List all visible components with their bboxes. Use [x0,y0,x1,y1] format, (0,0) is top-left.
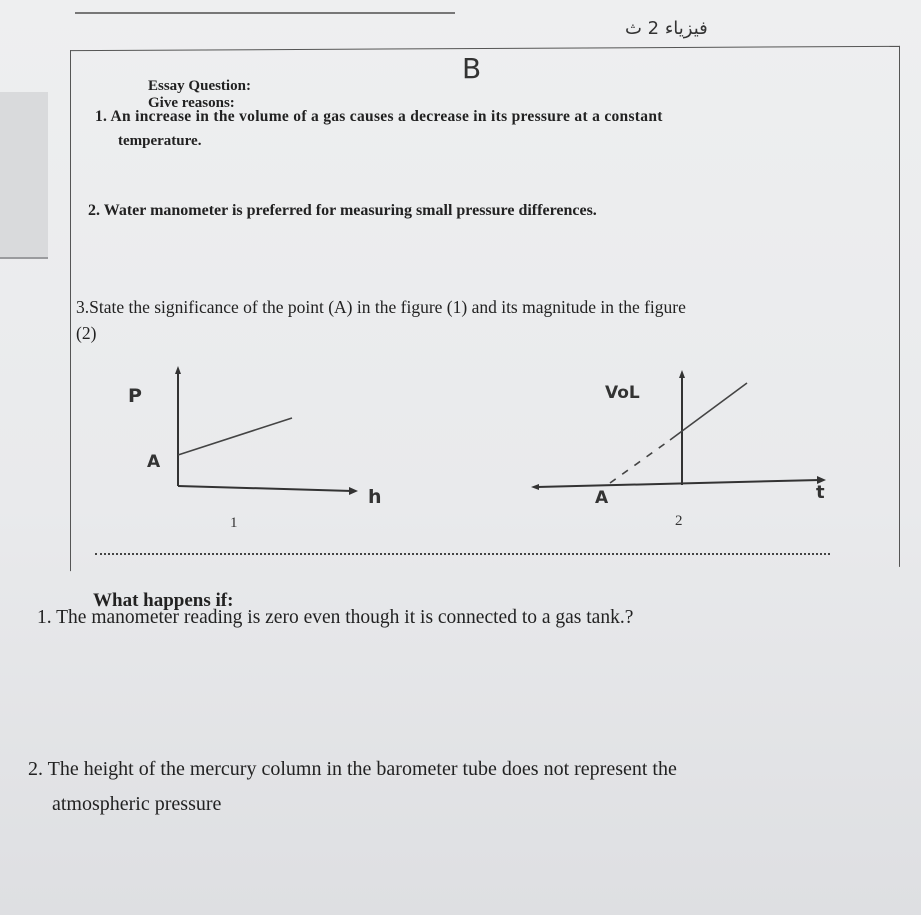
figure-1-x-label: h [368,486,382,508]
figure-1-y-label: P [128,385,142,407]
figure-1 [120,360,400,535]
figure-2-y-arrow [679,370,685,378]
figure-1-y-arrow [175,366,181,374]
figure-2-y-label: VoL [605,383,640,403]
figure-1-x-arrow [349,487,358,495]
figure-1-caption: 1 [230,515,238,531]
give-reasons-subtitle: Give reasons: [148,95,235,111]
adjacent-sheet-edge [0,92,48,259]
figure-2 [525,360,845,535]
what-happens-title: What happens if: [93,590,234,611]
what-happens-q1: 1. The manometer reading is zero even though it is connected to a gas tank.? [37,607,634,628]
essay-question-title: Essay Question: [148,78,251,94]
essay-q1-line1: 1. An increase in the volume of a gas causes a decrease in its pressure at a constant [95,108,663,125]
figure-2-x-axis [537,480,820,487]
figure-1-x-axis [178,486,352,491]
essay-q3-line2: (2) [76,323,97,343]
figure-1-point-label: A [147,452,161,472]
header-arabic-note: فيزياء 2 ث [625,18,708,39]
figure-2-x-arrow-left [531,484,539,490]
essay-q1-line2: temperature. [118,133,202,149]
what-happens-q2-line2: atmospheric pressure [52,793,222,815]
essay-q3-line1: 3.State the significance of the point (A) in the figure (1) and its magnitude in the figure [76,297,686,317]
figure-2-x-label: t [816,482,825,503]
section-divider [95,553,830,555]
what-happens-q2-line1: 2. The height of the mercury column in the barometer tube does not represent the [28,758,677,780]
figure-2-point-label: A [595,488,609,508]
figure-2-extrapolation [610,440,670,483]
figure-2-caption: 2 [675,513,683,529]
essay-q2: 2. Water manometer is preferred for measuring small pressure differences. [88,202,597,219]
top-rule [75,12,455,14]
figure-1-line [178,418,292,455]
handwritten-marker: B [462,52,482,85]
